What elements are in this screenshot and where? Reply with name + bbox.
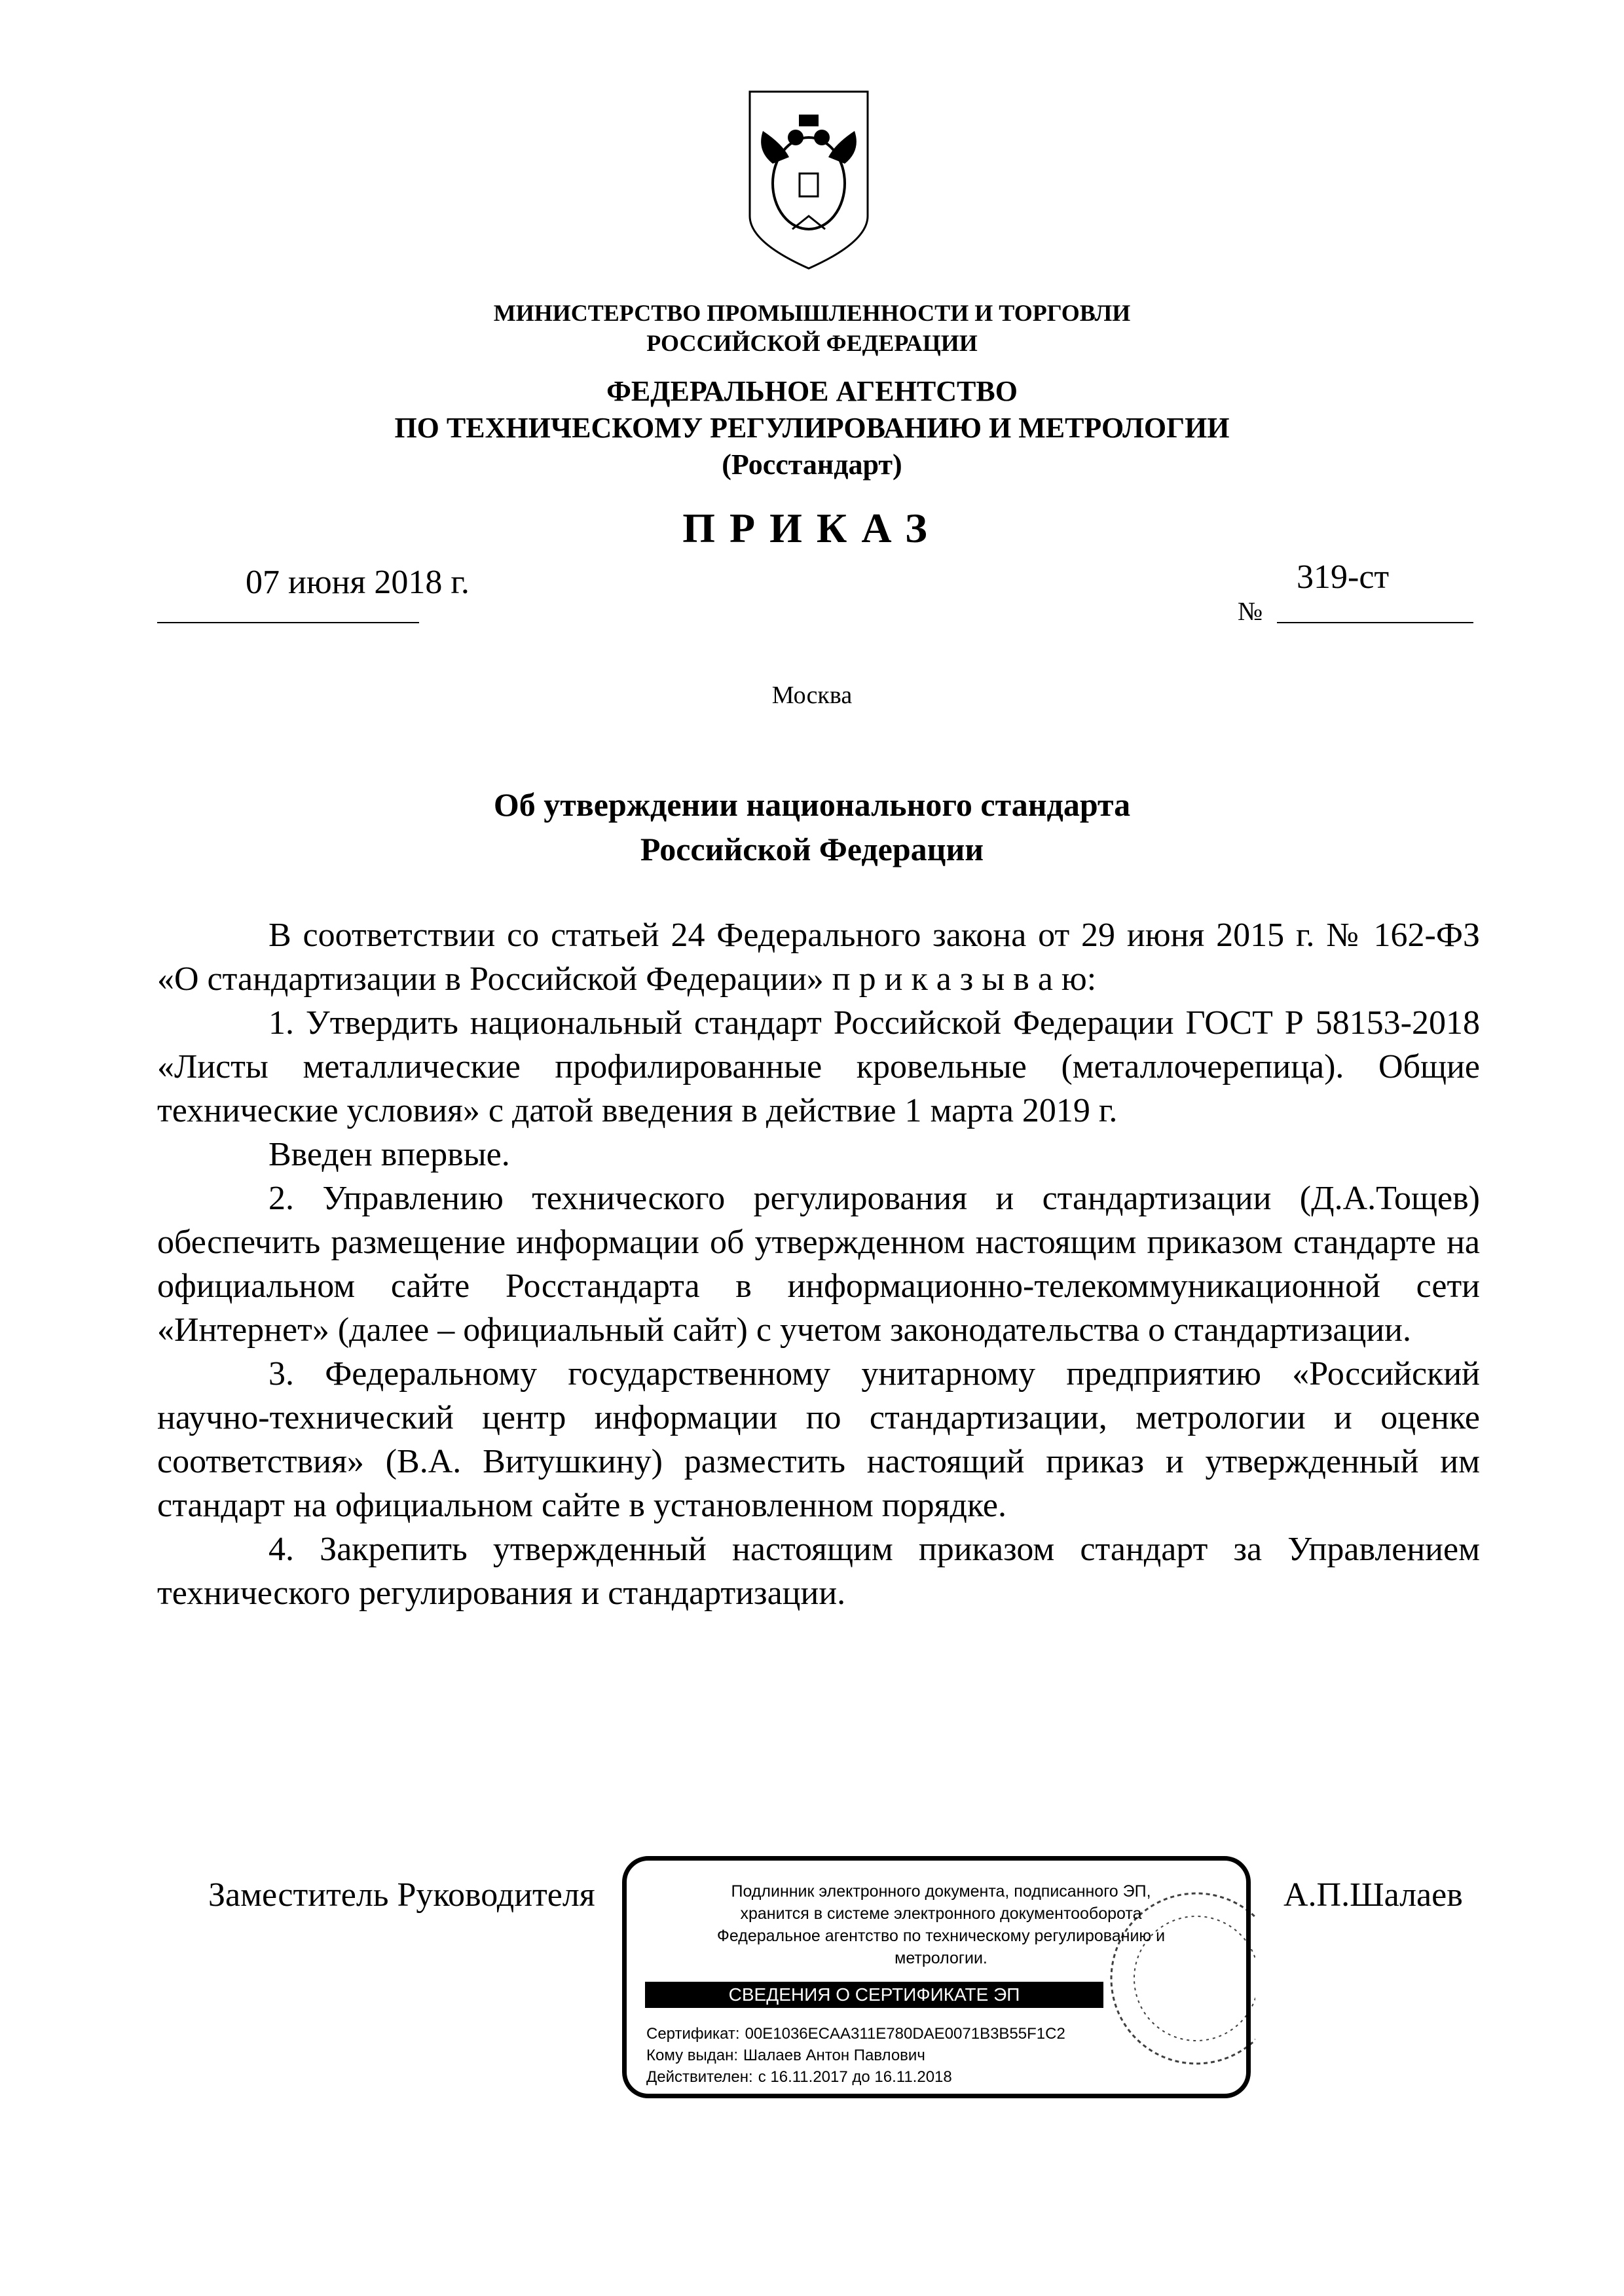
coat-of-arms-emblem [737,85,881,275]
paragraph-item-1: 1. Утвердить национальный стандарт Российской Федерации ГОСТ Р 58153-2018 «Листы металлические профилированные кровельные (металлочерепица). Общие технические условия» с датой введения в действие 1 марта 2019 г. [157,1004,1480,1129]
certificate-label: Сертификат: [646,2025,740,2043]
ministry-line-1: МИНИСТЕРСТВО ПРОМЫШЛЕННОСТИ И ТОРГОВЛИ [493,300,1131,326]
number-underline [1277,622,1473,623]
order-title [0,782,1624,871]
valid-row [646,2066,1071,2088]
stamp-line-1: Подлинник электронного документа, подписанного ЭП, [731,1882,1151,1901]
document-type-heading: ПРИКАЗ [682,505,942,551]
agency-line-3: (Росстандарт) [722,448,902,481]
electronic-signature-stamp [622,1856,1251,2098]
valid-value: с 16.11.2017 до 16.11.2018 [758,2068,952,2086]
signatory-position: Заместитель Руководителя [208,1876,595,1914]
certificate-row [646,2023,1071,2045]
ministry-name [0,298,1624,358]
signatory-name: А.П.Шалаев [1283,1876,1463,1914]
certificate-details [646,2023,1071,2088]
certificate-value: 00E1036ECAA311E780DAE0071B3B55F1C2 [745,2025,1065,2043]
date-underline [157,622,419,623]
issued-to-label: Кому выдан: [646,2047,739,2064]
paragraph-item-3: 3. Федеральному государственному унитарному предприятию «Российский научно-технический центр информации по стандартизации, метрологии и оценке соответствия» (В.А. Витушкину) разместить настоящий приказ и утвержденный им стандарт на официальном сайте в установленном порядке. [157,1355,1480,1524]
title-line-2: Российской Федерации [640,831,984,867]
paragraph-item-2: 2. Управлению технического регулирования и стандартизации (Д.А.Тощев) обеспечить размещение информации об утвержденном настоящим приказом стандарте на официальном сайте Росстандарта в информационно-телекоммуникационной сети «Интернет» (далее – официальный сайт) с учетом законодательства о стандартизации. [157,1180,1480,1349]
certificate-info-band: СВЕДЕНИЯ О СЕРТИФИКАТЕ ЭП [645,1982,1103,2008]
agency-line-2: ПО ТЕХНИЧЕСКОМУ РЕГУЛИРОВАНИЮ И МЕТРОЛОГИИ [394,412,1230,444]
city: Москва [771,682,853,709]
stamp-line-4: метрологии. [895,1949,987,1967]
stamp-notice [646,1880,1236,1969]
stamp-line-2: хранится в системе электронного документооборота [740,1904,1142,1923]
order-date: 07 июня 2018 г. [246,564,470,601]
paragraph-preamble: В соответствии со статьей 24 Федерального закона от 29 июня 2015 г. № 162-ФЗ «О стандартизации в Российской Федерации» п р и к а з ы в а ю: [157,917,1480,998]
paragraph-item-4: 4. Закрепить утвержденный настоящим приказом стандарт за Управлением технического регулирования и стандартизации. [157,1531,1480,1612]
agency-name [0,373,1624,483]
ministry-line-2: РОССИЙСКОЙ ФЕДЕРАЦИИ [646,330,978,356]
valid-label: Действителен: [646,2068,753,2086]
issued-to-value: Шалаев Антон Павлович [743,2047,925,2064]
order-number: 319-ст [1297,558,1390,596]
title-line-1: Об утверждении национального стандарта [493,786,1131,823]
issued-to-row [646,2045,1071,2066]
stamp-line-3: Федеральное агентство по техническому регулированию и [716,1927,1166,1945]
order-body [157,913,1480,1615]
paragraph-first-introduced: Введен впервые. [268,1136,510,1173]
number-sign: № [1238,596,1263,626]
agency-line-1: ФЕДЕРАЛЬНОЕ АГЕНТСТВО [606,375,1018,407]
